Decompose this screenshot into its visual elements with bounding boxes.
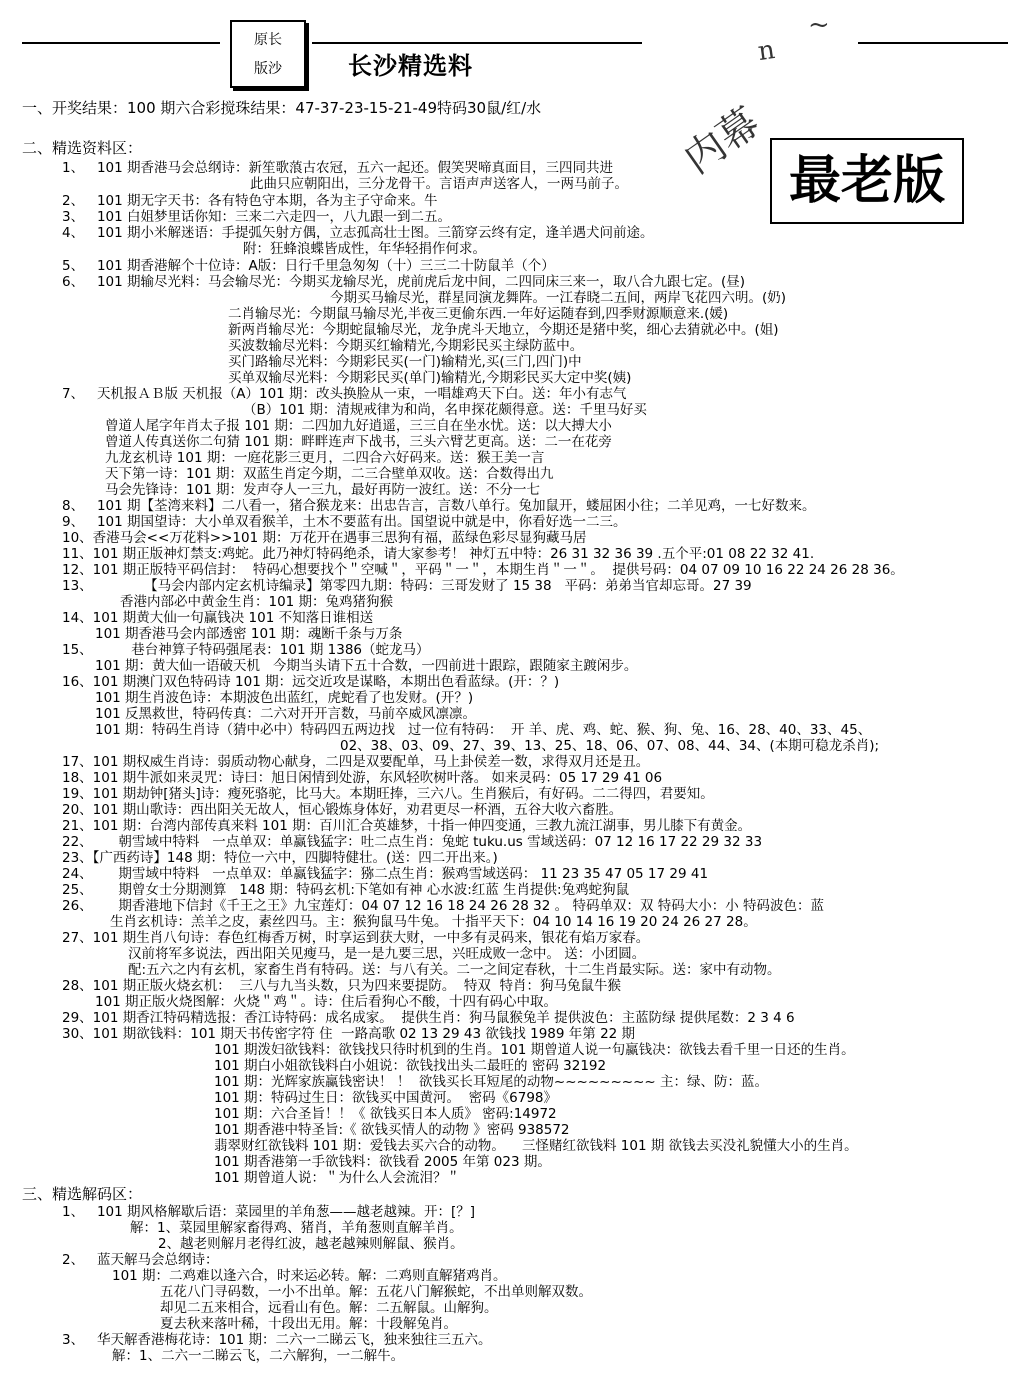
text-line: 30、101 期欲钱料：101 期天书传密字符 住 一路高歌 02 13 29 43 欲钱找 1989 年第 22 期 bbox=[62, 1026, 636, 1042]
text-line: 101 期生肖波色诗：本期波色出蓝红，虎蛇看了也发财。(开？) bbox=[95, 690, 474, 706]
text-line: 翡翠财红欲钱料 101 期：爱钱去买六合的动物。 三怪赌红欲钱料 101 期 欲钱去买没礼貌懂大小的生肖。 bbox=[214, 1138, 858, 1154]
text-line: 香港内部必中黄金生肖：101 期：兔鸡猪狗猴 bbox=[120, 594, 394, 610]
stamp-line-2: 版沙 bbox=[254, 61, 282, 77]
text-line: 2、 蓝天解马会总纲诗： bbox=[62, 1252, 219, 1268]
section-heading: 一、开奖结果：100 期六合彩搅珠结果：47-37-23-15-21-49特码30鼠/红/水 bbox=[22, 99, 542, 117]
text-line: 附：狂蜂浪蝶皆成性，年华轻捐作何求。 bbox=[243, 241, 486, 257]
text-line: 19、101 期劫钟[猪头]诗：瘦死骆驼，比马大。本期旺捧，三六八。生肖猴后，有好码。二二得四，君要知。 bbox=[62, 786, 714, 802]
text-line: 1、 101 期风格解歇后语：菜园里的羊角葱——越老越辣。开：[？] bbox=[62, 1204, 476, 1220]
stamp-line-1: 原长 bbox=[254, 32, 282, 48]
header-rule-left bbox=[22, 42, 220, 44]
section-heading: 三、精选解码区： bbox=[22, 1185, 143, 1203]
text-line: 13、 【马会内部内定玄机诗编录】第零四九期：特码：三哥发财了 15 38 平码：弟弟当官却忘哥。27 39 bbox=[62, 578, 752, 594]
text-line: 汉前将军多说法，西出阳关见瘦马，是一是九要三思，兴旺成败一念中。 送：小团圆。 bbox=[128, 946, 646, 962]
text-line: 23、【广西药诗】148 期：特位一六中，四脚特健壮。(送：四二开出来。) bbox=[62, 850, 498, 866]
handwritten-scribble-3: ~ bbox=[808, 10, 830, 40]
text-line: 今期买马输尽光，群星同演龙舞阵。一江春晓二五间，两岸飞花四六明。(奶) bbox=[330, 290, 787, 306]
text-line: 五花八门寻码数，一小不出单。解：五花八门解猴蛇，不出单则解双数。 bbox=[160, 1284, 592, 1300]
text-line: 101 期：特码过生日：欲钱买中国黄河。 密码《6798》 bbox=[214, 1090, 557, 1106]
text-line: 夏去秋来落叶稀，十段出无用。解：十段解兔肖。 bbox=[160, 1316, 457, 1332]
handwritten-scribble-1: n bbox=[755, 34, 777, 68]
text-line: 9、 101 期国望诗：大小单双看猴羊，土木不要蓝有出。国望说中就是中，你看好选一二三。 bbox=[62, 514, 627, 530]
text-line: 新两肖输尽光：今期蛇鼠输尽光，龙争虎斗天地立，今期还是猪中奖，细心去猜就必中。(姐) bbox=[228, 322, 779, 338]
text-line: 101 期泼妇欲钱料：欲钱找只待时机到的生肖。101 期曾道人说一句赢钱决：欲钱去看千里一日还的生肖。 bbox=[214, 1042, 855, 1058]
text-line: 解：1、菜园里解家畜得鸡、猪肖，羊角葱则直解羊肖。 bbox=[130, 1220, 463, 1236]
text-line: 曾道人传真送你二句猜 101 期：畔畔连声下战书，三头六臂艺更高。送：二一在花旁 bbox=[105, 434, 612, 450]
text-line: （B）101 期：清规戒律为和尚，名申探花颇得意。送：千里马好买 bbox=[243, 402, 647, 418]
handwritten-scribble-2: 内幕 bbox=[676, 99, 768, 184]
text-line: 配:五六之内有玄机，家畜生肖有特码。送：与八有关。二一之间定春秋，十二生肖最实际。送：家中有动物。 bbox=[128, 962, 781, 978]
text-line: 28、101 期正版火烧玄机： 三八与九当头数，只为四来要提防。 特双 特肖：狗马兔鼠牛猴 bbox=[62, 978, 621, 994]
text-line: 3、 101 白姐梦里话你知：三来二六走四一，八九跟一到二五。 bbox=[62, 209, 452, 225]
text-line: 5、 101 期香港解个十位诗：A版：日行千里急匆匆（十）三三二十防鼠羊（个） bbox=[62, 258, 555, 274]
text-line: 20、101 期山歌诗：西出阳关无故人，恒心锻炼身体好，劝君更尽一杯酒，五谷大收六畜胜。 bbox=[62, 802, 623, 818]
text-line: 26、 期香港地下信封《千王之王》九宝莲灯：04 07 12 16 18 24 26 28 32 。 特码单双：双 特码大小：小 特码波色：蓝 bbox=[62, 898, 825, 914]
text-line: 101 反黑救世，特码传真：二六对开开言数，马前卒威风凛凛。 bbox=[95, 706, 477, 722]
header-rule-middle bbox=[312, 42, 642, 44]
text-line: 买波数输尽光料：今期买红输精光,今期彩民买主绿防蓝中。 bbox=[228, 338, 584, 354]
text-line: 10、香港马会<<万花料>>101 期：万花开在遇事三思狗有福，蓝绿色彩尽显狗藏马居 bbox=[62, 530, 587, 546]
text-line: 1、 101 期香港马会总纲诗：新笙歌蒗古农冠，五六一起还。假笑哭啼真面目，三四同共进 bbox=[62, 160, 614, 176]
text-line: 7、 天机报ＡＢ版 天机报（A）101 期：改头换脸从一束，一唱雄鸡天下白。送：年小有志气 bbox=[62, 386, 627, 402]
text-line: 2、 101 期无字天书：各有特色守本期，各为主子守命来。牛 bbox=[62, 193, 438, 209]
text-line: 02、38、03、09、27、39、13、25、18、06、07、08、44、34、(本期可稳龙杀肖); bbox=[340, 738, 880, 754]
text-line: 却见二五来相合，远看山有色。解：二五解鼠。山解狗。 bbox=[160, 1300, 498, 1316]
section-heading: 二、精选资料区： bbox=[22, 139, 143, 157]
text-line: 九龙玄机诗 101 期：一庭花影三更月，二四合六好码来。送：猴王美一言 bbox=[105, 450, 545, 466]
text-line: 解：1、二六一二睇云飞，二六解狗，一二解牛。 bbox=[112, 1348, 405, 1364]
text-line: 101 期：黄大仙一语破天机 今期当头请下五十合数，一四前进十跟踪，跟随家主踱闲步。 bbox=[95, 658, 638, 674]
text-line: 18、101 期牛派如来灵咒：诗曰：旭日闲情到处游，东风轻吹树叶落。 如来灵码：05 17 29 41 06 bbox=[62, 770, 663, 786]
text-line: 101 期曾道人说：＂为什么人会流泪？＂ bbox=[214, 1170, 461, 1186]
text-line: 买门路输尽光料：今期彩民买(一门)输精光,买(三门,四门)中 bbox=[228, 354, 582, 370]
text-line: 3、 华天解香港梅花诗：101 期：二六一二睇云飞，独来独往三五六。 bbox=[62, 1332, 492, 1348]
text-line: 101 期香港第一手欲钱料：欲钱看 2005 年第 023 期。 bbox=[214, 1154, 551, 1170]
text-line: 25、 期曾女士分期测算 148 期：特码玄机:下笔如有神 心水波:红蓝 生肖提供:兔鸡蛇狗鼠 bbox=[62, 882, 630, 898]
text-line: 24、 期雪域中特料 一点单双：单赢钱猛字：猕二点生肖：猴鸡雪域送码： 11 23 35 47 05 17 29 41 bbox=[62, 866, 709, 882]
text-line: 101 期正版火烧图解：火烧＂鸡＂。诗：住后看狗心不酸，十四有码心中取。 bbox=[95, 994, 558, 1010]
text-line: 12、101 期正版特平码信封： 特码心想要找个＂空喊＂，平码＂一＂，本期生肖＂一＂。 提供号码：04 07 09 10 16 22 24 26 28 36。 bbox=[62, 562, 904, 578]
text-line: 17、101 期权威生肖诗：弱质动物心献身，二四是双要配单，马上卦侯差一数，求得双月还是丑。 bbox=[62, 754, 650, 770]
page-title: 长沙精选料 bbox=[348, 52, 473, 80]
text-line: 101 期：光辉家族赢钱密诀！ ！ 欲钱买长耳短尾的动物~~~~~~~~~ 主：绿、防：蓝。 bbox=[214, 1074, 769, 1090]
text-line: 22、 朝雪域中特料 一点单双：单赢钱猛字：吐二点生肖：兔蛇 tuku.us 雪域送码：07 12 16 17 22 29 32 33 bbox=[62, 834, 763, 850]
text-line: 二肖输尽光：今期鼠马输尽光,半夜三更偷东西.一年好运随春到,四季财源顺意来.(媛) bbox=[228, 306, 729, 322]
text-line: 6、 101 期输尽光料：马会输尽光：今期买龙输尽光，虎前虎后龙中间，二四同床三来一，取八合九跟七定。(昼) bbox=[62, 274, 746, 290]
text-line: 101 期香港中特圣旨:《 欲钱买情人的动物 》密码 938572 bbox=[214, 1122, 570, 1138]
origin-stamp bbox=[230, 20, 306, 88]
text-line: 11、101 期正版神灯禁支:鸡蛇。此乃神灯特码绝杀，请大家参考！ 神灯五中特：26 31 32 36 39 .五个平:01 08 22 32 41. bbox=[62, 546, 815, 562]
text-line: 101 期：六合圣旨！！《 欲钱买日本人质》 密码:14972 bbox=[214, 1106, 557, 1122]
text-line: 天下第一诗：101 期：双蓝生肖定今期，二三合壁单双收。送：合数得出九 bbox=[105, 466, 554, 482]
text-line: 8、 101 期【荃湾来料】二八看一，猪合猴龙来：出忠告言，言数八单行。兔加鼠开，蝼屈困小往；二羊见鸡，一七好数来。 bbox=[62, 498, 816, 514]
header-rule-right bbox=[858, 42, 1008, 44]
text-line: 27、101 期生肖八句诗：春色红梅香万树，时享运到获大财，一中多有灵码来，银花有焰万家春。 bbox=[62, 930, 650, 946]
edition-badge: 最老版 bbox=[770, 138, 964, 224]
text-line: 101 期：特码生肖诗（猜中必中）特码四五两边找 过一位有特码： 开 羊、虎、鸡、蛇、猴、狗、兔、16、28、40、33、45、 bbox=[95, 722, 872, 738]
text-line: 21、101 期：台湾内部传真来料 101 期：百川汇合英雄梦，十指一伸四变通，三教九流江湖事，男儿膝下有黄金。 bbox=[62, 818, 752, 834]
text-line: 101 期白小姐欲钱料白小姐说：欲钱找出头二最旺的 密码 32192 bbox=[214, 1058, 607, 1074]
text-line: 16、101 期澳门双色特码诗 101 期：远交近攻是谋略，本期出色看蓝绿。(开：？) bbox=[62, 674, 560, 690]
text-line: 买单双输尽光料：今期彩民买(单门)输精光,今期彩民买大定中奖(姨) bbox=[228, 370, 632, 386]
text-line: 生肖玄机诗：羔羊之皮，素丝四马。主：猴狗鼠马牛兔。 十指平天下：04 10 14 16 19 20 24 26 27 28。 bbox=[110, 914, 757, 930]
text-line: 14、101 期黄大仙一句赢钱决 101 不知落日谁相送 bbox=[62, 610, 374, 626]
text-line: 101 期香港马会内部透密 101 期：魂断千条与万条 bbox=[95, 626, 403, 642]
text-line: 马会先锋诗：101 期：发声夺人一三九，最好再防一波红。送：不分一七 bbox=[105, 482, 541, 498]
text-line: 2、越老则解月老得红波，越老越辣则解鼠、猴肖。 bbox=[158, 1236, 464, 1252]
text-line: 15、 巷台神算子特码强尾表：101 期 1386（蛇龙马） bbox=[62, 642, 430, 658]
text-line: 曾道人尾字年肖太子报 101 期：二四加九好逍遥，三三自在坐水忧。送：以大搏大小 bbox=[105, 418, 612, 434]
text-line: 此曲只应朝阳出，三分龙骨干。言语声声送客人，一两马前子。 bbox=[250, 176, 628, 192]
text-line: 101 期：二鸡难以逢六合，时来运必转。解：二鸡则直解猪鸡肖。 bbox=[112, 1268, 507, 1284]
text-line: 29、101 期香江特码精选报：香江诗特码：成名成家。 提供生肖：狗马鼠猴兔羊 提供波色：主蓝防绿 提供尾数：2 3 4 6 bbox=[62, 1010, 795, 1026]
text-line: 4、 101 期小米解迷语：手提弧矢射方偶，立志孤高壮士图。三箭穿云终有定，逢羊遇犬问前途。 bbox=[62, 225, 654, 241]
